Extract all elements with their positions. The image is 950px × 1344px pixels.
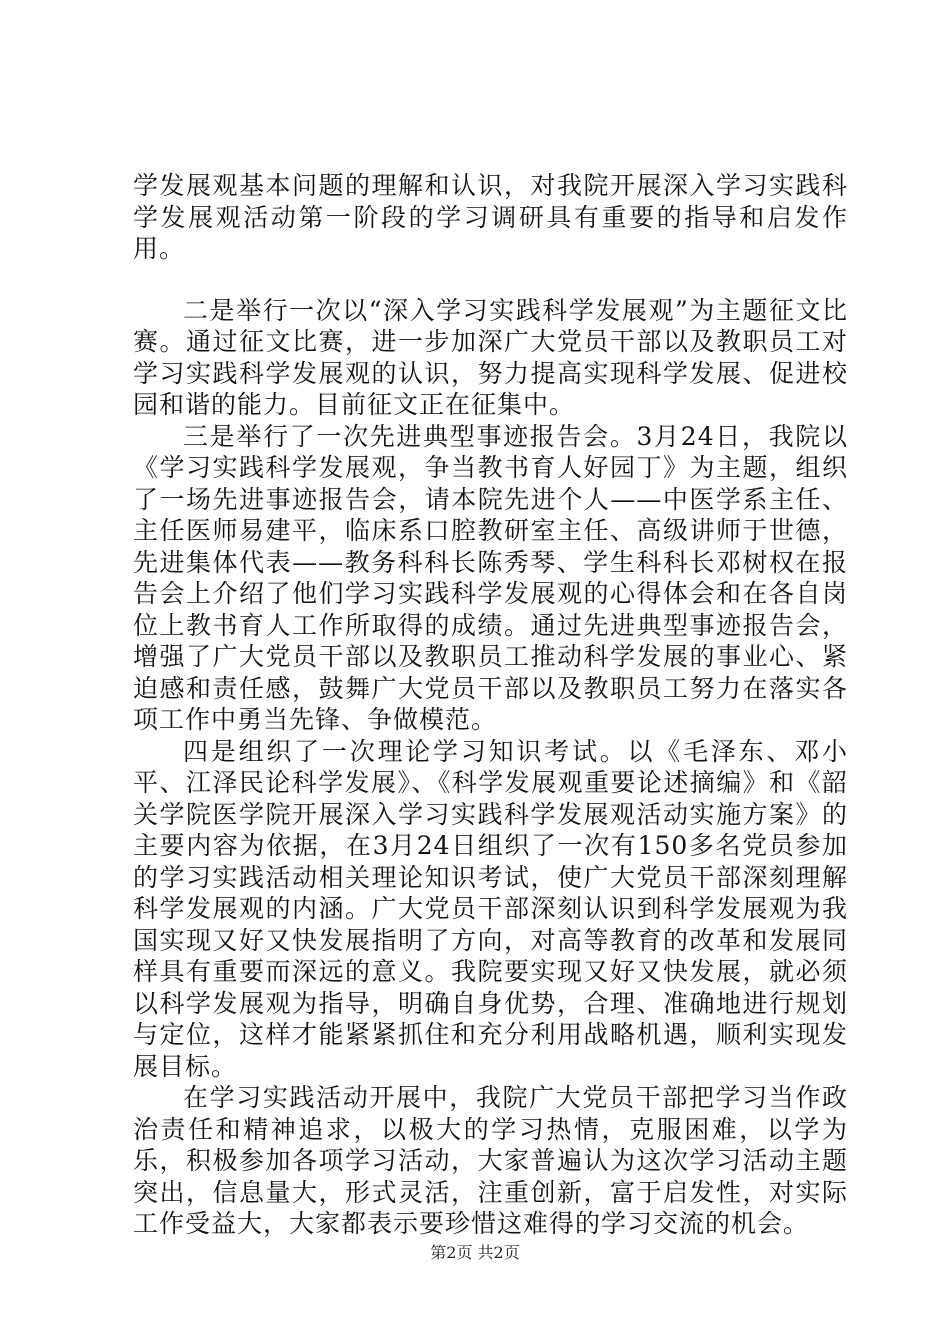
page-footer: 第2页 共2页 [430,1243,520,1262]
paragraph-essay-contest: 二是举行一次以“深入学习实践科学发展观”为主题征文比赛。通过征文比赛，进一步加深广大党员干部以及教职员工对学习实践科学发展观的认识，努力提高实现科学发展、促进校园和谐的能力。目前征文正在征集中。 [133,295,848,419]
document-body [133,170,848,1240]
paragraph-report-meeting: 三是举行了一次先进典型事迹报告会。3月24日，我院以《学习实践科学发展观，争当教书育人好园丁》为主题，组织了一场先进事迹报告会，请本院先进个人——中医学系主任、主任医师易建平，临床系口腔教研室主任、高级讲师于世德，先进集体代表——教务科科长陈秀琴、学生科科长邓树权在报告会上介绍了他们学习实践科学发展观的心得体会和在各自岗位上教书育人工作所取得的成绩。通过先进典型事迹报告会，增强了广大党员干部以及教职员工推动科学发展的事业心、紧迫感和责任感，鼓舞广大党员干部以及教职员工努力在落实各项工作中勇当先锋、争做模范。 [133,421,848,734]
paragraph-knowledge-exam: 四是组织了一次理论学习知识考试。以《毛泽东、邓小平、江泽民论科学发展》、《科学发展观重要论述摘编》和《韶关学院医学院开展深入学习实践科学发展观活动实施方案》的主要内容为依据，在3月24日组织了一次有150多名党员参加的学习实践活动相关理论知识考试，使广大党员干部深刻理解科学发展观的内涵。广大党员干部深刻认识到科学发展观为我国实现又好又快发展指明了方向，对高等教育的改革和发展同样具有重要而深远的意义。我院要实现又好又快发展，就必须以科学发展观为指导，明确自身优势，合理、准确地进行规划与定位，这样才能紧紧抓住和充分利用战略机遇，顺利实现发展目标。 [133,736,848,1081]
paragraph-intro-continuation: 学发展观基本问题的理解和认识，对我院开展深入学习实践科学发展观活动第一阶段的学习调研具有重要的指导和启发作用。 [133,171,848,263]
paragraph-summary: 在学习实践活动开展中，我院广大党员干部把学习当作政治责任和精神追求，以极大的学习热情，克服困难，以学为乐，积极参加各项学习活动，大家普遍认为这次学习活动主题突出，信息量大，形式灵活，注重创新，富于启发性，对实际工作受益大，大家都表示要珍惜这难得的学习交流的机会。 [133,1083,848,1238]
